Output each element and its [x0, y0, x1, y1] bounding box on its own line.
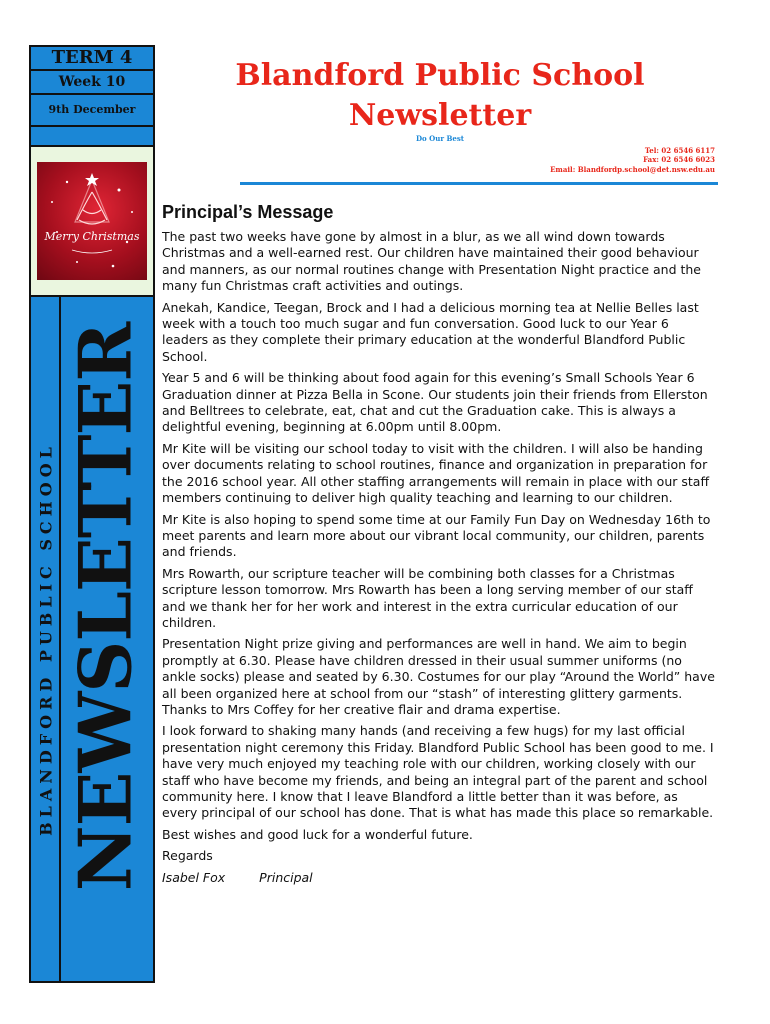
week-label: Week 10: [58, 74, 126, 90]
article-paragraph: Mr Kite is also hoping to spend some time at our Family Fun Day on Wednesday 16th to meet parents and learn more about our vibrant local community, our children, parents and friends.: [162, 511, 711, 560]
article-paragraph: Mrs Rowarth, our scripture teacher will be combining both classes for a Christmas scripture lesson tomorrow. Mrs Rowarth has been a long serving member of our staff and we thank her for her work and interest in the extra curricular education of our children.: [162, 565, 693, 630]
sidebar-spacer: [31, 127, 153, 147]
contact-fax: Fax: 02 6546 6023: [643, 155, 715, 164]
header-divider: [240, 182, 718, 185]
school-name-strip: [31, 297, 61, 981]
newsletter-vertical: NEWSLETTER: [62, 322, 148, 892]
article-paragraph: I look forward to shaking many hands (and receiving a few hugs) for my last official presentation night ceremony this Friday. Blandford Public School has been good to me. I have very much enjoyed my teaching role with our children, working closely with our staff who have become my friends, and being an integral part of the parent and school community here. I know that I leave Blandford a little better than it was before, as every principal of our school has done. That is what has made this place so remarkable.: [162, 723, 714, 821]
contact-email[interactable]: Email: Blandfordp.school@det.nsw.edu.au: [550, 165, 715, 174]
image-panel: [31, 147, 153, 297]
contact-tel: Tel: 02 6546 6117: [644, 146, 715, 155]
signature-role: Principal: [259, 869, 313, 885]
week-box: [31, 71, 153, 95]
article-paragraph: Anekah, Kandice, Teegan, Brock and I had a delicious morning tea at Nellie Belles last week with a touch too much sugar and fun conversation. Good luck to our Year 6 leaders as they complete their primary education at the wonderful Blandford Public School.: [162, 299, 699, 364]
newsletter-title-line2: Newsletter: [348, 98, 532, 133]
article-paragraph: Presentation Night prize giving and performances are well in hand. We aim to begin promptly at 6.30. Please have children dressed in their usual summer uniforms (no ankle socks) please and seated by 6.30. Costumes for our play “Around the World” have all been organized here at school from our “stash” of interesting glittery garments. Thanks to Mrs Coffey for her creative flair and drama expertise.: [162, 636, 715, 717]
sidebar: [29, 45, 155, 983]
article-paragraph: Mr Kite will be visiting our school today to visit with the children. I will also be handing over documents relating to school routines, finance and organization in preparation for the 2016 school year. All other staffing arrangements will remain in place with our staff members continuing to deliver high quality teaching and learning to our children.: [162, 440, 710, 506]
article-paragraph: Year 5 and 6 will be thinking about food again for this evening’s Small Schools Year 6 Graduation dinner at Pizza Bella in Scone. Our students join their friends from Ellerston and Belltrees to celebrate, eat, chat and cut the Graduation cake. This is always a delightful evening, beginning at 6.00pm until 8.00pm.: [162, 370, 708, 435]
article-heading: Principal’s Message: [162, 202, 334, 222]
principals-message: [162, 202, 717, 885]
christmas-card-image: [37, 162, 147, 280]
article-paragraph: Regards: [162, 848, 213, 864]
christmas-tree-icon: [37, 162, 147, 280]
date-label: 9th December: [48, 103, 136, 116]
school-name-vertical: BLANDFORD PUBLIC SCHOOL: [36, 442, 56, 836]
newsletter-title-line1: Blandford Public School: [235, 58, 645, 93]
article-paragraph: Best wishes and good luck for a wonderful future.: [162, 826, 473, 842]
term-label: TERM 4: [51, 47, 133, 68]
signature-name: Isabel Fox: [162, 869, 226, 885]
signature: [162, 870, 717, 885]
school-motto: Do Our Best: [415, 134, 465, 143]
term-box: [31, 47, 153, 71]
merry-text: Merry Christmas: [44, 230, 140, 243]
date-box: [31, 95, 153, 127]
article-paragraph: The past two weeks have gone by almost in a blur, as we all wind down towards Christmas and a well-earned rest. Our children have maintained their good behaviour and manners, as our normal routines change with Presentation Night practice and the many fun Christmas craft activities and outings.: [162, 229, 701, 294]
vertical-title-area: [31, 297, 153, 981]
